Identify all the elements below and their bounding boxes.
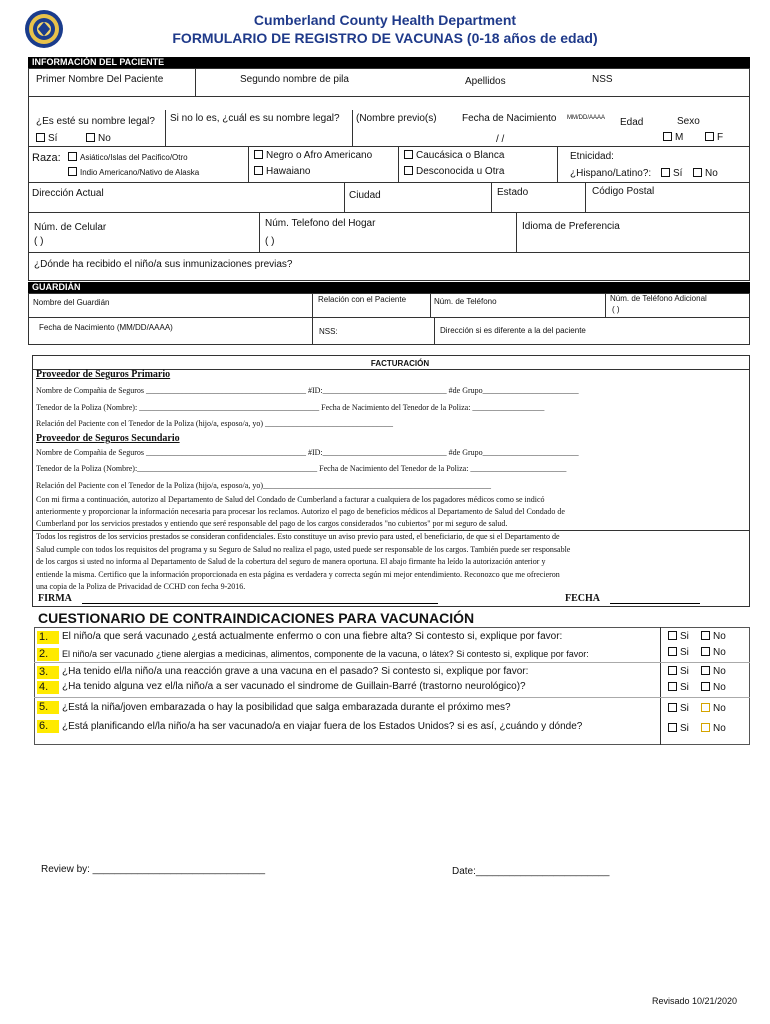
guardian-ssn-label: NSS: [319, 327, 338, 336]
checkbox-icon [668, 703, 677, 712]
header-title: Cumberland County Health Department [253, 12, 517, 28]
checkbox-icon [36, 133, 45, 142]
no-label: No [713, 647, 726, 658]
checkbox-icon [68, 167, 77, 176]
primary-holder-line: Tenedor de la Poliza (Nombre): _____________________________________________ Fecha de Nacimiento del Tenedor de la Poliza: __________________ [36, 403, 545, 412]
checkbox-icon [701, 666, 710, 675]
question-5-number: 5. [37, 701, 59, 714]
race-hawaiian-label: Hawaiano [266, 166, 311, 177]
yes-label: Si [680, 631, 689, 642]
revised-date: Revisado 10/21/2020 [652, 996, 738, 1006]
privacy-line-4: entiende la misma. Certifico que la información proporcionada en esta página es verdadera y correcta según mi mejor entendimiento. Reconozco que me ofrecieron [36, 570, 560, 579]
checkbox-icon [668, 666, 677, 675]
race-black-option[interactable] [254, 150, 372, 161]
hisp-no-label: No [705, 168, 718, 179]
q3-no-option[interactable] [701, 666, 726, 677]
checkbox-icon [701, 682, 710, 691]
question-3-text: ¿Ha tenido el/la niño/a una reacción grave a una vacuna en el pasado? Si contesto si, explique por favor: [62, 666, 529, 677]
last-names-label: Apellidos [465, 76, 506, 87]
q5-no-option[interactable] [701, 703, 726, 714]
no-label: No [713, 723, 726, 734]
guardian-phone-add-paren: ( ) [612, 305, 620, 314]
race-native-label: Indio Americano/Nativo de Alaska [80, 168, 200, 177]
yes-label: Si [680, 666, 689, 677]
checkbox-icon [701, 631, 710, 640]
first-name-label: Primer Nombre Del Paciente [36, 74, 164, 85]
guardian-address-label: Dirección si es diferente a la del paciente [440, 326, 586, 335]
dob-slashes: / / [496, 134, 505, 145]
question-3-number: 3. [37, 666, 59, 679]
legal-name-question: ¿Es esté su nombre legal? [36, 116, 155, 127]
review-by-field[interactable]: Review by: _______________________________ [41, 864, 266, 875]
checkbox-icon [86, 133, 95, 142]
footer-date-field[interactable]: Date:________________________ [452, 866, 610, 877]
state-label: Estado [497, 187, 529, 198]
patient-section-bar: INFORMACIÓN DEL PACIENTE [28, 57, 750, 68]
checkbox-icon [68, 152, 77, 161]
checkbox-icon [663, 132, 672, 141]
checkbox-icon [668, 647, 677, 656]
secondary-holder-line: Tenedor de la Poliza (Nombre):_____________________________________________ Fecha de Nacimiento del Tenedor de la Poliza: ________________________ [36, 464, 567, 473]
race-hawaiian-option[interactable] [254, 166, 310, 177]
hisp-yes-option[interactable] [661, 168, 682, 179]
race-black-label: Negro o Afro Americano [266, 150, 373, 161]
race-native-option[interactable] [68, 167, 199, 177]
secondary-relation-line: Relación del Paciente con el Tenedor de la Poliza (hijo/a, esposo/a, yo)_________________________________________________________ [36, 481, 491, 490]
cell-paren: ( ) [34, 236, 44, 247]
race-unknown-option[interactable] [404, 166, 504, 177]
privacy-line-5: una copia de la Poliza de Privacidad de CCHD con fecha 9-2016. [36, 582, 246, 591]
consent-line-1: Con mi firma a continuación, autorizo al Departamento de Salud del Condado de Cumberland a facturar a cualquiera de los pagadores médicos como se indicó [36, 495, 545, 504]
sex-f-label: F [717, 132, 724, 143]
cell-label: Núm. de Celular [34, 222, 107, 233]
q2-yes-option[interactable] [668, 647, 689, 658]
no-label: No [713, 703, 726, 714]
question-6-number: 6. [37, 720, 59, 733]
middle-name-label: Segundo nombre de pila [240, 74, 349, 85]
signature-line[interactable] [82, 603, 438, 604]
checkbox-icon [404, 150, 413, 159]
checkbox-icon [254, 166, 263, 175]
race-white-option[interactable] [404, 150, 504, 161]
primary-company-line: Nombre de Compañia de Seguros ________________________________________ #ID:_______________________________ #de Grupo________________________ [36, 386, 579, 395]
q6-no-option[interactable] [701, 723, 726, 734]
race-white-label: Caucásica o Blanca [416, 150, 505, 161]
no-label: No [713, 631, 726, 642]
yes-label: Si [680, 647, 689, 658]
signature-label: FIRMA [38, 593, 72, 604]
no-label: No [713, 682, 726, 693]
dob-label: Fecha de Nacimiento [462, 113, 557, 124]
q4-yes-option[interactable] [668, 682, 689, 693]
race-label: Raza: [32, 152, 61, 164]
legal-no-label: No [98, 133, 111, 144]
sex-f-option[interactable] [705, 132, 723, 143]
race-asian-option[interactable] [68, 152, 188, 162]
q1-yes-option[interactable] [668, 631, 689, 642]
previous-name-label: (Nombre previo(s) [356, 113, 437, 124]
question-2-number: 2. [37, 648, 59, 661]
q5-yes-option[interactable] [668, 703, 689, 714]
q3-yes-option[interactable] [668, 666, 689, 677]
questionnaire-title: CUESTIONARIO DE CONTRAINDICACIONES PARA VACUNACIÓN [38, 610, 475, 626]
q4-no-option[interactable] [701, 682, 726, 693]
yes-label: Si [680, 723, 689, 734]
sex-label: Sexo [677, 116, 700, 127]
zip-label: Código Postal [592, 186, 655, 197]
primary-insurance-title: Proveedor de Seguros Primario [36, 369, 171, 380]
privacy-line-3: de los cargos si usted no informa al Departamento de Salud de la cobertura del seguro de manera oportuna. El abajo firmante ha leído la autorización anterior y [36, 557, 546, 566]
consent-line-3: Cumberland por los servicios prestados y entiendo que seré responsable del pago de los cargos considerados "no cubiertos" por mi seguro de salud. [36, 519, 508, 528]
checkbox-icon [404, 166, 413, 175]
previous-immunizations-label: ¿Dónde ha recibido el niño/a sus inmunizaciones previas? [34, 259, 293, 270]
guardian-section-bar: GUARDIÁN [28, 282, 750, 293]
address-label: Dirección Actual [32, 188, 104, 199]
guardian-dob-label: Fecha de Nacimiento (MM/DD/AAAA) [39, 323, 173, 332]
secondary-insurance-title: Proveedor de Seguros Secundario [36, 433, 180, 444]
header-subtitle: FORMULARIO DE REGISTRO DE VACUNAS (0-18 años de edad) [172, 30, 598, 46]
date-line[interactable] [610, 603, 700, 604]
yes-label: Si [680, 703, 689, 714]
if-not-label: Si no lo es, ¿cuál es su nombre legal? [170, 113, 340, 124]
checkbox-icon [254, 150, 263, 159]
guardian-phone-add-label: Núm. de Teléfono Adicional [610, 294, 707, 303]
guardian-name-label: Nombre del Guardián [33, 298, 110, 307]
privacy-line-1: Todos los registros de los servicios prestados se consideran confidenciales. Esto constituye un aviso previo para usted, el beneficiario, de que si el Departamento de [36, 532, 560, 541]
hisp-no-option[interactable] [693, 168, 718, 179]
checkbox-icon [701, 723, 710, 732]
sex-m-label: M [675, 132, 684, 143]
privacy-line-2: Salud cumple con todos los requisitos del programa y su Seguro de Salud no realiza el pago, usted puede ser responsable de los cargos. También puede ser responsable [36, 545, 571, 554]
question-2-text: El niño/a ser vacunado ¿tiene alergias a medicinas, alimentos, componente de la vacuna, o látex? Si contesto si, explique por favor: [62, 649, 589, 659]
legal-yes-label: Sí [48, 133, 58, 144]
date-label: FECHA [565, 593, 600, 604]
dob-format: MM/DD/AAAA [567, 115, 606, 121]
question-4-text: ¿Ha tenido alguna vez el/la niño/a a ser vacunado el sindrome de Guillain-Barré (trastorno neurológico)? [62, 681, 526, 692]
legal-no-option[interactable] [86, 133, 111, 144]
question-6-text: ¿Está planificando el/la niño/a ha ser vacunado/a en viajar fuera de los Estados Unidos? si es así, ¿cuándo y dónde? [62, 721, 583, 732]
question-4-number: 4. [37, 681, 59, 694]
home-phone-label: Núm. Telefono del Hogar [265, 218, 376, 229]
q6-yes-option[interactable] [668, 723, 689, 734]
hisp-yes-label: Sí [673, 168, 683, 179]
home-paren: ( ) [265, 236, 275, 247]
hispanic-question: ¿Hispano/Latino?: [570, 168, 652, 179]
guardian-phone-label: Núm. de Teléfono [434, 297, 497, 306]
sex-m-option[interactable] [663, 132, 683, 143]
city-label: Ciudad [349, 190, 381, 201]
race-asian-label: Asiático/Islas del Pacifico/Otro [80, 153, 188, 162]
checkbox-icon [701, 703, 710, 712]
q1-no-option[interactable] [701, 631, 726, 642]
checkbox-icon [661, 168, 670, 177]
guardian-relation-label: Relación con el Paciente [318, 295, 407, 304]
checkbox-icon [705, 132, 714, 141]
primary-relation-line: Relación del Paciente con el Tenedor de la Poliza (hijo/a, esposo/a, yo) ________________________________ [36, 419, 393, 428]
yes-label: Si [680, 682, 689, 693]
race-unknown-label: Desconocida u Otra [416, 166, 505, 177]
question-1-text: El niño/a que será vacunado ¿está actualmente enfermo o con una fiebre alta? Si contesto si, explique por favor: [62, 631, 563, 642]
billing-section-title: FACTURACIÓN [370, 359, 430, 368]
checkbox-icon [668, 682, 677, 691]
ethnicity-label: Etnicidad: [570, 151, 614, 162]
consent-line-2: anteriormente y proporcionar la información necesaria para procesar los reclamos. Autorizo el pago de beneficios médicos al Departamento de Salud del Condado de [36, 507, 565, 516]
checkbox-icon [701, 647, 710, 656]
checkbox-icon [668, 631, 677, 640]
age-label: Edad [620, 117, 644, 128]
language-label: Idioma de Preferencia [522, 221, 620, 232]
q2-no-option[interactable] [701, 647, 726, 658]
question-5-text: ¿Está la niña/joven embarazada o hay la posibilidad que salga embarazada durante el próximo mes? [62, 702, 511, 713]
legal-yes-option[interactable] [36, 133, 57, 144]
secondary-company-line: Nombre de Compañia de Seguros ________________________________________ #ID:_______________________________ #de Grupo________________________ [36, 448, 579, 457]
no-label: No [713, 666, 726, 677]
question-1-number: 1. [37, 631, 59, 644]
checkbox-icon [693, 168, 702, 177]
checkbox-icon [668, 723, 677, 732]
ssn-label: NSS [592, 74, 613, 85]
